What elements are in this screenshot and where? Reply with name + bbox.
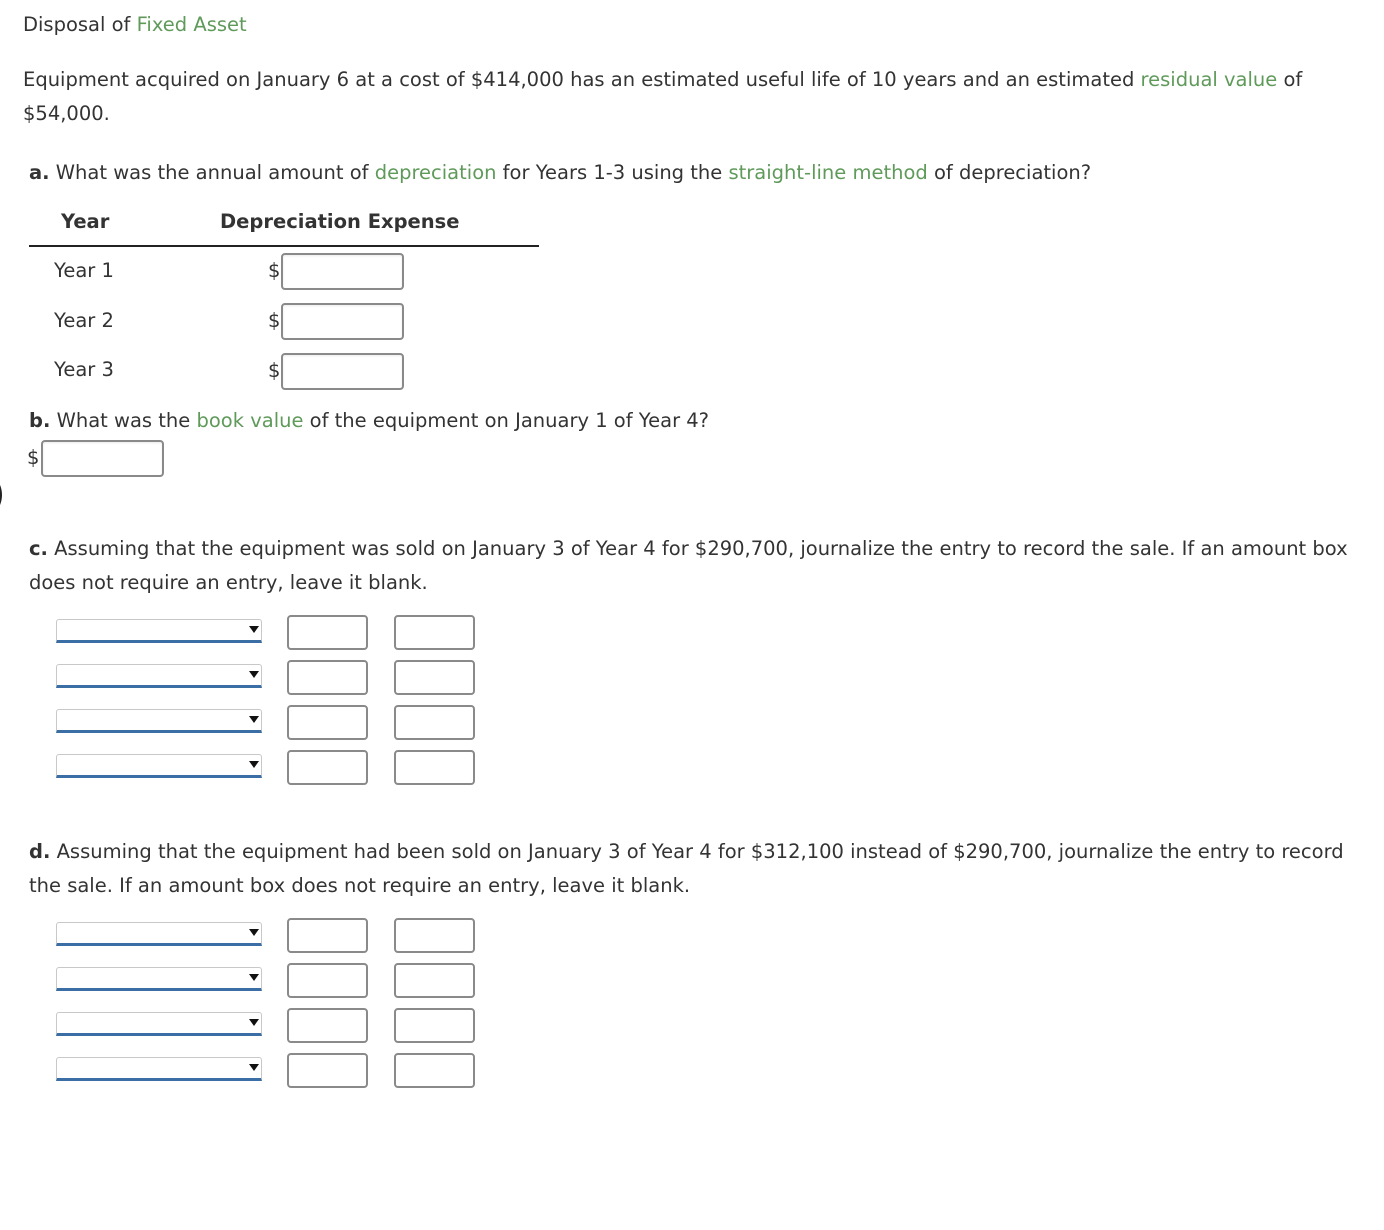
chevron-down-icon: [249, 761, 259, 768]
journal-c-row-4-account-select[interactable]: [56, 754, 262, 778]
row-year-2-currency: $: [268, 309, 281, 332]
chevron-down-icon: [249, 626, 259, 633]
journal-c-row-3-account-select[interactable]: [56, 709, 262, 733]
part-d-question: [29, 835, 1359, 903]
page-title: [23, 13, 247, 36]
journal-d-row-2-credit[interactable]: [394, 963, 475, 998]
chevron-down-icon: [249, 974, 259, 981]
chevron-down-icon: [249, 1019, 259, 1026]
journal-d-row-3-account-select[interactable]: [56, 1012, 262, 1036]
journal-c-row-2-account-select[interactable]: [56, 664, 262, 688]
book-value-input[interactable]: [41, 440, 164, 477]
journal-c-row-1-debit[interactable]: [287, 615, 368, 650]
year-1-depreciation-input[interactable]: [281, 253, 404, 290]
journal-d-row-4-credit[interactable]: [394, 1053, 475, 1088]
table-header-divider: [29, 245, 539, 247]
part-a-text-3: of depreciation?: [927, 161, 1092, 184]
chevron-down-icon: [249, 716, 259, 723]
intro-text-2: of $54,000.: [23, 68, 1303, 125]
row-year-3-label: Year 3: [54, 358, 114, 381]
part-c-label: c.: [29, 537, 48, 560]
journal-c-row-4-credit[interactable]: [394, 750, 475, 785]
journal-d-row-3-debit[interactable]: [287, 1008, 368, 1043]
part-b-label: b.: [29, 409, 51, 432]
journal-c-row-4-debit[interactable]: [287, 750, 368, 785]
column-header-depreciation-expense: Depreciation Expense: [220, 210, 460, 233]
row-year-1-currency: $: [268, 259, 281, 282]
journal-d-row-3-credit[interactable]: [394, 1008, 475, 1043]
row-year-1-label: Year 1: [54, 259, 114, 282]
part-d-label: d.: [29, 840, 51, 863]
book-value-link[interactable]: book value: [196, 409, 304, 432]
depreciation-link[interactable]: depreciation: [374, 161, 497, 184]
journal-c-row-1-credit[interactable]: [394, 615, 475, 650]
part-b-question: [29, 409, 709, 432]
side-circle-icon[interactable]: [0, 466, 2, 524]
journal-c-row-1-account-select[interactable]: [56, 619, 262, 643]
book-value-currency: $: [27, 446, 40, 469]
year-3-depreciation-input[interactable]: [281, 353, 404, 390]
journal-d-row-2-debit[interactable]: [287, 963, 368, 998]
row-year-3-currency: $: [268, 359, 281, 382]
fixed-asset-link[interactable]: Fixed Asset: [136, 13, 247, 36]
journal-c-row-2-credit[interactable]: [394, 660, 475, 695]
journal-d-row-1-credit[interactable]: [394, 918, 475, 953]
part-d-text: Assuming that the equipment had been sold on January 3 of Year 4 for $312,100 instead of $290,700, journalize the entry to record the sale. If an amount box does not require an entry, leave it blank.: [29, 840, 1344, 897]
journal-c-row-3-debit[interactable]: [287, 705, 368, 740]
straight-line-method-link[interactable]: straight-line method: [728, 161, 928, 184]
chevron-down-icon: [249, 671, 259, 678]
part-a-question: [29, 161, 1091, 184]
journal-c-row-3-credit[interactable]: [394, 705, 475, 740]
part-a-text-2: for Years 1-3 using the: [496, 161, 729, 184]
part-a-text-1: What was the annual amount of: [49, 161, 375, 184]
part-a-label: a.: [29, 161, 50, 184]
year-2-depreciation-input[interactable]: [281, 303, 404, 340]
part-b-text-2: of the equipment on January 1 of Year 4?: [303, 409, 710, 432]
journal-d-row-1-debit[interactable]: [287, 918, 368, 953]
intro-paragraph: [23, 63, 1368, 131]
row-year-2-label: Year 2: [54, 309, 114, 332]
journal-c-row-2-debit[interactable]: [287, 660, 368, 695]
journal-d-row-4-debit[interactable]: [287, 1053, 368, 1088]
intro-text-1: Equipment acquired on January 6 at a cost of $414,000 has an estimated useful life of 10 years and an estimated: [23, 68, 1141, 91]
column-header-year: Year: [61, 210, 110, 233]
part-c-text: Assuming that the equipment was sold on January 3 of Year 4 for $290,700, journalize the entry to record the sale. If an amount box does not require an entry, leave it blank.: [29, 537, 1348, 594]
journal-d-row-2-account-select[interactable]: [56, 967, 262, 991]
part-b-text-1: What was the: [50, 409, 197, 432]
residual-value-link[interactable]: residual value: [1140, 68, 1278, 91]
journal-d-row-1-account-select[interactable]: [56, 922, 262, 946]
part-c-question: [29, 532, 1374, 600]
chevron-down-icon: [249, 929, 259, 936]
chevron-down-icon: [249, 1064, 259, 1071]
title-prefix: Disposal of: [23, 13, 137, 36]
journal-d-row-4-account-select[interactable]: [56, 1057, 262, 1081]
